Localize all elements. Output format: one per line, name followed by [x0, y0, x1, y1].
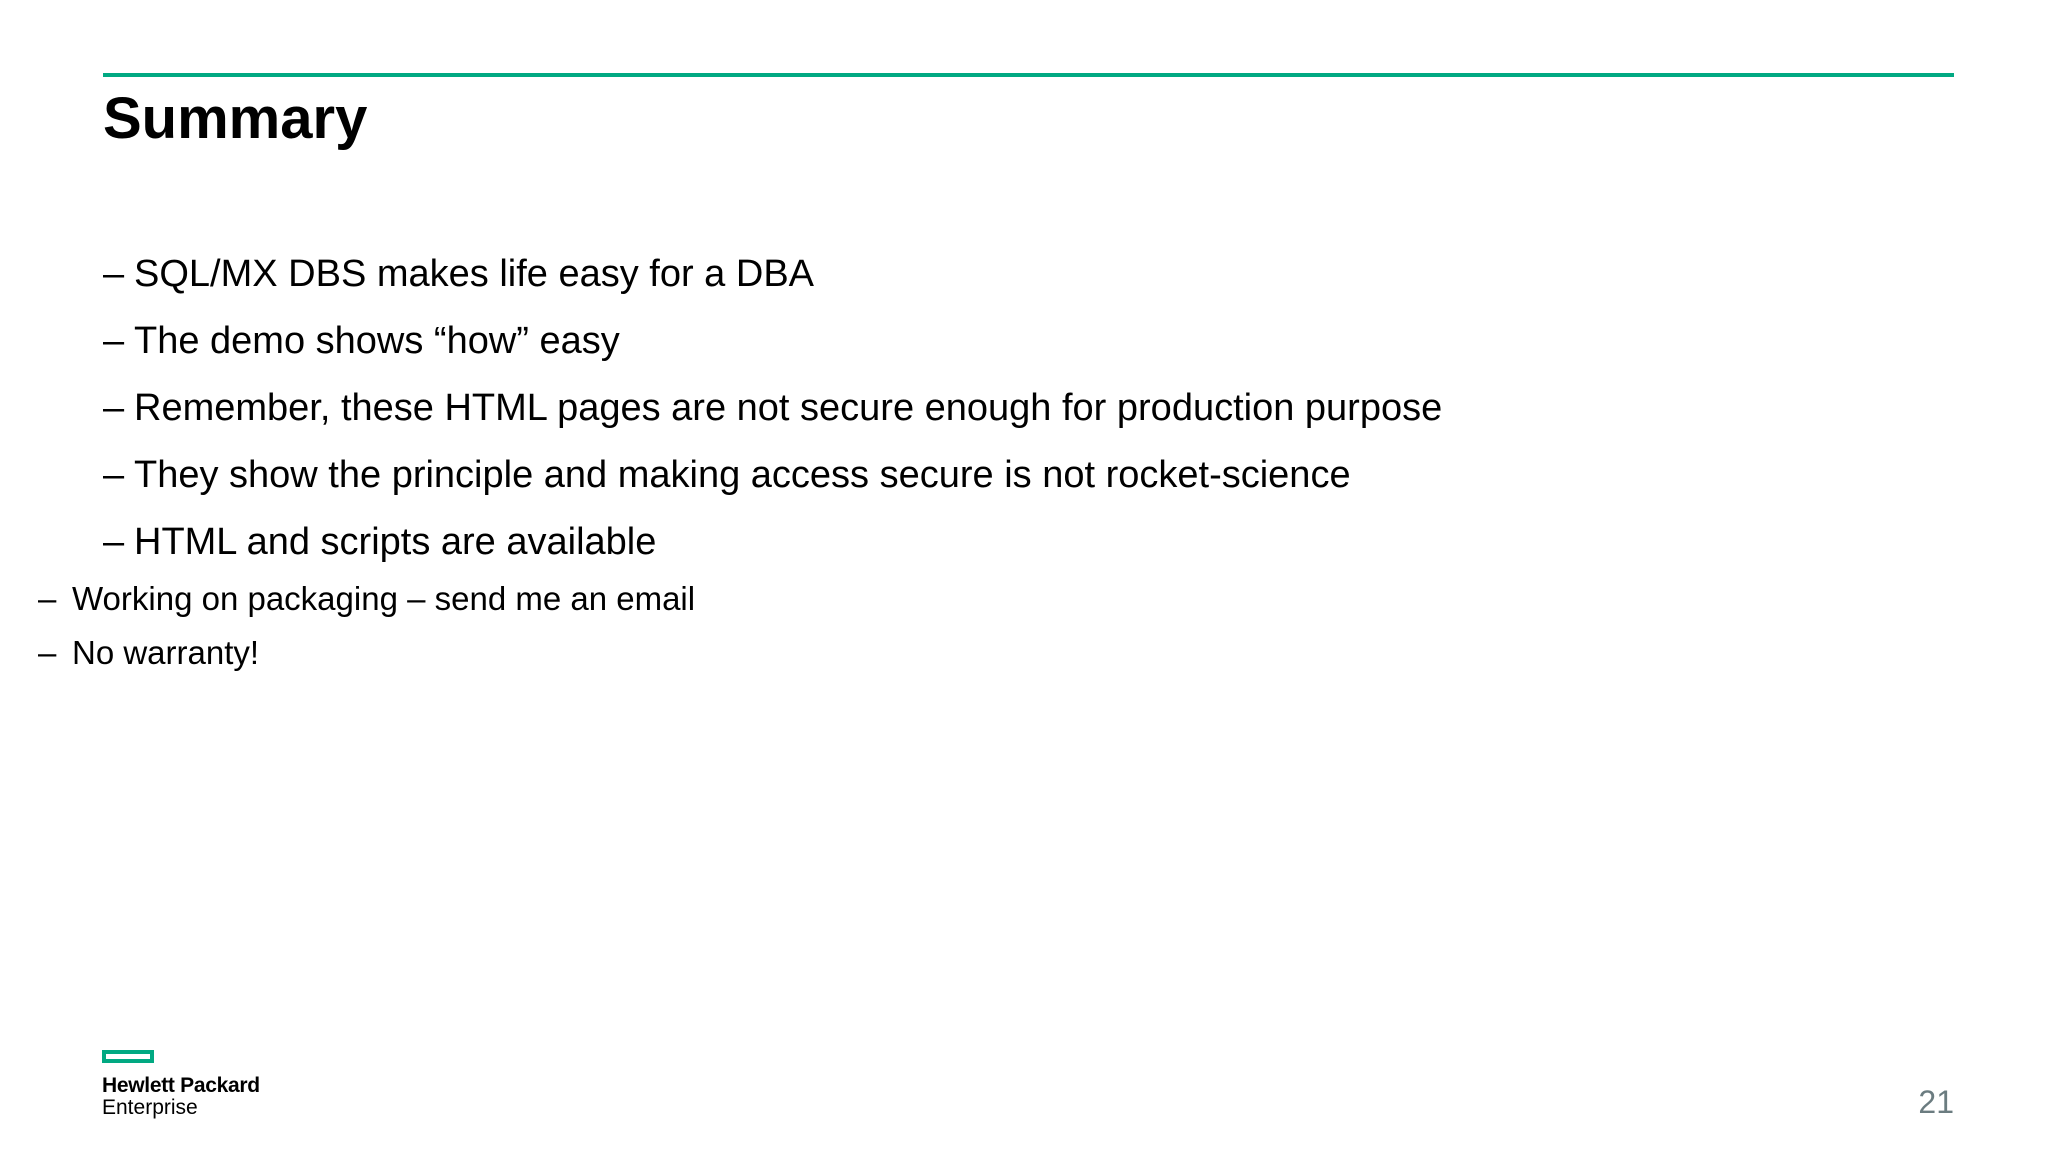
bullet-dash: – [103, 521, 125, 563]
bullet-text: The demo shows “how” easy [134, 320, 620, 362]
bullet-dash: – [103, 320, 125, 362]
slide-title: Summary [103, 86, 368, 151]
bullet-item [103, 449, 1442, 501]
sub-bullet-dash: – [38, 580, 57, 617]
bullet-item [103, 315, 1442, 367]
sub-bullet-dash: – [38, 634, 57, 671]
sub-bullet-list [38, 577, 695, 685]
bullet-item [103, 382, 1442, 434]
bullet-item [103, 248, 1442, 300]
bullet-dash: – [103, 454, 125, 496]
bullet-text: Remember, these HTML pages are not secure enough for production purpose [134, 387, 1443, 429]
bullet-list [103, 248, 1442, 583]
bullet-item [103, 516, 1442, 568]
page-number: 21 [1918, 1084, 1954, 1120]
bullet-text: SQL/MX DBS makes life easy for a DBA [134, 253, 815, 295]
hpe-element-icon [102, 1050, 154, 1063]
sub-bullet-item [38, 631, 695, 675]
sub-bullet-item [38, 577, 695, 621]
bullet-text: They show the principle and making access secure is not rocket-science [134, 454, 1351, 496]
bullet-text: HTML and scripts are available [134, 521, 657, 563]
title-rule [103, 73, 1954, 77]
sub-bullet-text: Working on packaging – send me an email [72, 580, 696, 617]
bullet-dash: – [103, 387, 125, 429]
sub-bullet-text: No warranty! [72, 634, 260, 671]
logo-text-line1: Hewlett Packard [102, 1074, 260, 1097]
hpe-logo [102, 1050, 302, 1120]
logo-text-line2: Enterprise [102, 1096, 198, 1119]
bullet-dash: – [103, 253, 125, 295]
